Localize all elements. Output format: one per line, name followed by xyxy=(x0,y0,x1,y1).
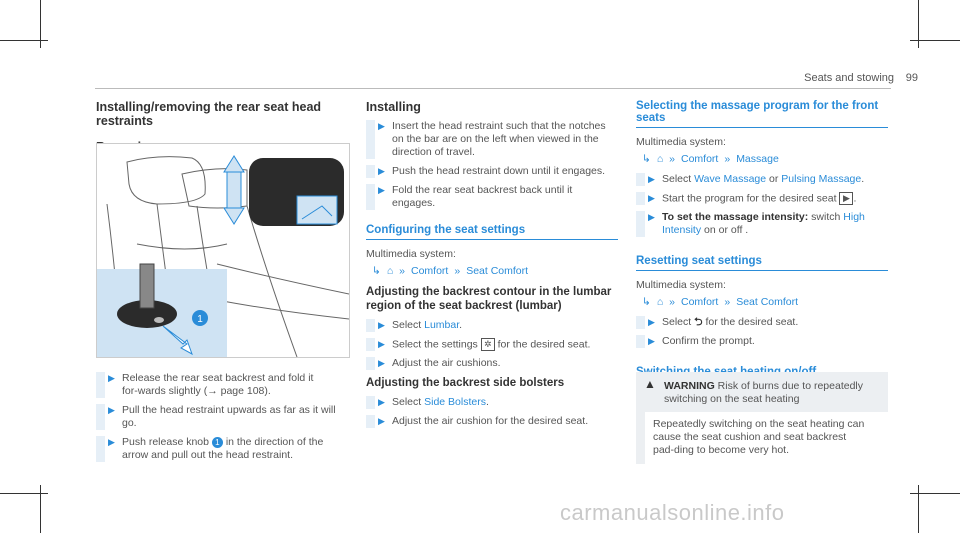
back-icon: ⮌ xyxy=(694,316,703,329)
multimedia-label: Multimedia system: xyxy=(636,136,726,148)
path-massage: Massage xyxy=(736,153,779,165)
step-item: ▶ Push release knob 1 in the direction of the arrow and pull out the head restraint. xyxy=(96,436,348,462)
crop-mark xyxy=(0,40,48,41)
arrow-icon: ▶ xyxy=(648,336,655,347)
arrow-icon: ▶ xyxy=(378,397,385,408)
warning-word: WARNING xyxy=(664,380,715,392)
menu-path xyxy=(642,153,888,165)
arrow-icon: ▶ xyxy=(108,405,115,415)
head-restraint-illustration xyxy=(96,143,350,358)
chevron-icon: » xyxy=(454,265,461,277)
crop-mark xyxy=(910,40,960,41)
arrow-icon: ▶ xyxy=(378,416,385,427)
arrow-icon: ▶ xyxy=(378,339,385,349)
section-heading: Selecting the massage program for the front seats xyxy=(636,100,888,128)
arrow-icon: ▶ xyxy=(648,212,655,223)
step-item: ▶ Adjust the air cushion for the desired seat. xyxy=(366,415,618,428)
step-item: ▶ Fold the rear seat backrest back until it engages. xyxy=(366,184,618,210)
section-heading: Resetting seat settings xyxy=(636,255,888,271)
arrow-icon: ▶ xyxy=(648,174,655,184)
multimedia-label: Multimedia system: xyxy=(636,279,726,292)
seat-illustration-svg xyxy=(97,144,349,357)
step-item: ▶ Select Lumbar. xyxy=(366,319,618,332)
step-item: ▶ Select ⮌ for the desired seat. xyxy=(636,316,888,329)
column-2 xyxy=(366,100,618,434)
warning-box xyxy=(636,372,888,462)
warning-icon: ▲ xyxy=(644,377,656,391)
crop-mark xyxy=(0,493,48,494)
step-item: ▶ Insert the head restraint such that the notches on the bar are on the left when viewed in the direction of travel. xyxy=(366,120,618,159)
crop-mark xyxy=(910,493,960,494)
subsection-heading: Adjusting the backrest contour in the lumbar region of the seat backrest (lumbar) xyxy=(366,286,612,312)
step-item: ▶ Select Side Bolsters. xyxy=(366,396,618,409)
submenu-arrow-icon: ↳ xyxy=(372,265,381,277)
home-icon: ⌂ xyxy=(656,296,664,309)
arrow-icon: ▶ xyxy=(378,358,385,369)
step-item: ▶ Confirm the prompt. xyxy=(636,335,888,348)
watermark-text: carmanualsonline.info xyxy=(560,500,785,525)
page-number: 99 xyxy=(905,72,918,84)
arrow-icon: ▶ xyxy=(378,121,385,131)
column-3 xyxy=(636,100,888,390)
path-seat-comfort: Seat Comfort xyxy=(466,265,529,277)
play-icon: ▶ xyxy=(839,192,853,205)
chevron-icon: » xyxy=(669,296,675,309)
knob-callout-icon: 1 xyxy=(212,437,223,448)
column-1-steps xyxy=(96,366,348,468)
multimedia-label: Multimedia system: xyxy=(366,248,456,260)
chevron-icon: » xyxy=(399,265,405,277)
menu-path xyxy=(372,265,618,277)
home-icon: ⌂ xyxy=(386,265,394,277)
header-divider xyxy=(95,88,891,89)
section-heading: Installing xyxy=(366,100,421,114)
step-item: ▶ Release the rear seat backrest and fold it for‑wards slightly (→ page 108). xyxy=(96,372,348,398)
menu-path xyxy=(642,296,888,308)
arrow-icon: ▶ xyxy=(108,437,115,447)
section-heading: Installing/removing the rear seat head restraints xyxy=(96,100,322,128)
section-title: Seats and stowing xyxy=(804,72,894,84)
chevron-icon: » xyxy=(724,296,731,309)
arrow-icon: ▶ xyxy=(378,166,385,176)
arrow-icon: ▶ xyxy=(378,320,385,330)
submenu-arrow-icon: ↳ xyxy=(642,296,651,309)
step-item: ▶ To set the massage intensity: switch High Intensity on or off . xyxy=(636,211,888,237)
chevron-icon: » xyxy=(669,153,675,165)
arrow-icon: ▶ xyxy=(108,373,115,383)
subsection-heading: Adjusting the backrest side bolsters xyxy=(366,377,565,390)
step-item: ▶ Push the head restraint down until it engages. xyxy=(366,165,618,178)
path-seat-comfort: Seat Comfort xyxy=(736,296,799,309)
arrow-icon: ▶ xyxy=(648,193,655,203)
step-item: ▶ Adjust the air cushions. xyxy=(366,357,618,370)
step-item: ▶ Start the program for the desired seat ▶ . xyxy=(636,192,888,205)
step-item: ▶ Select Wave Massage or Pulsing Massage. xyxy=(636,173,888,186)
path-comfort: Comfort xyxy=(681,153,719,165)
path-comfort: Comfort xyxy=(411,265,449,277)
step-item: ▶ Select the settings ✲ for the desired seat. xyxy=(366,338,618,351)
submenu-arrow-icon: ↳ xyxy=(642,153,651,165)
illustration-callout: 1 xyxy=(197,314,203,325)
warning-text: Risk of burns due to repeatedly switching on the seat heating xyxy=(664,380,864,405)
path-comfort: Comfort xyxy=(681,296,719,309)
arrow-icon: ▶ xyxy=(378,185,385,195)
arrow-icon: ▶ xyxy=(648,317,655,328)
settings-icon: ✲ xyxy=(481,338,495,351)
chevron-icon: » xyxy=(724,153,731,165)
step-item: ▶ Pull the head restraint upwards as far as it will go. xyxy=(96,404,348,430)
section-heading: Configuring the seat settings xyxy=(366,224,618,240)
warning-body: Repeatedly switching on the seat heating can cause the seat cushion and seat backrest pad‑ding to become very hot. xyxy=(636,412,888,464)
home-icon: ⌂ xyxy=(656,153,664,165)
